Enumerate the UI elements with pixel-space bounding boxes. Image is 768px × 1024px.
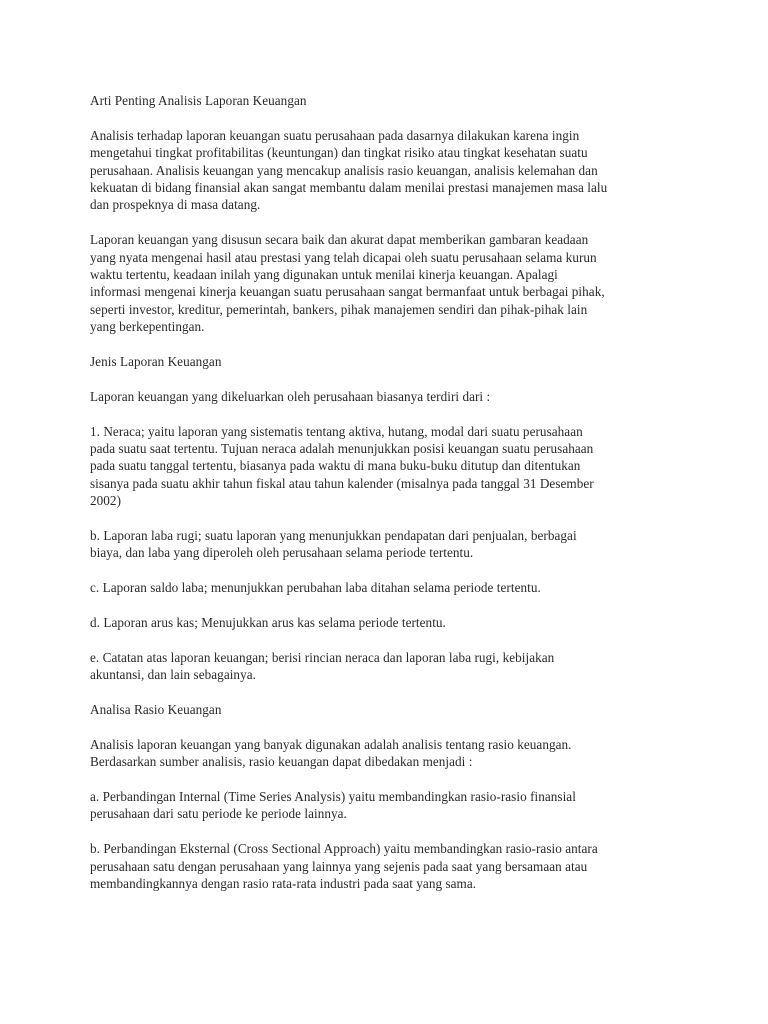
text-line: akuntansi, dan lain sebagainya. xyxy=(90,667,256,683)
list-item-saldo-laba xyxy=(90,579,690,596)
text-line: e. Catatan atas laporan keuangan; berisi rincian neraca dan laporan laba rugi, kebijakan xyxy=(90,649,555,665)
paragraph xyxy=(90,388,690,405)
paragraph xyxy=(90,231,690,335)
list-item-laba-rugi xyxy=(90,527,690,562)
list-item-neraca xyxy=(90,423,690,510)
text-line: membandingkannya dengan rasio rata-rata industri pada saat yang sama. xyxy=(90,876,477,892)
text-line: pada suatu saat tertentu. Tujuan neraca adalah menunjukkan posisi keuangan suatu perusahaan xyxy=(90,441,594,457)
list-item-arus-kas xyxy=(90,614,690,631)
text-line: a. Perbandingan Internal (Time Series Analysis) yaitu membandingkan rasio-rasio finansial xyxy=(90,789,576,805)
text-line: Laporan keuangan yang disusun secara baik dan akurat dapat memberikan gambaran keadaan xyxy=(90,232,589,248)
list-item-catatan xyxy=(90,649,690,684)
text-line: Analisis terhadap laporan keuangan suatu perusahaan pada dasarnya dilakukan karena ingin xyxy=(90,127,580,143)
text-line: 1. Neraca; yaitu laporan yang sistematis tentang aktiva, hutang, modal dari suatu perusahaan xyxy=(90,423,583,439)
section-heading-jenis-laporan: Jenis Laporan Keuangan xyxy=(90,354,222,370)
text-line: perusahaan satu dengan perusahaan yang lainnya yang sejenis pada saat yang bersamaan atau xyxy=(90,858,588,874)
text-line: Laporan keuangan yang dikeluarkan oleh perusahaan biasanya terdiri dari : xyxy=(90,388,491,404)
paragraph xyxy=(90,127,690,214)
text-line: sisanya pada suatu akhir tahun fiskal atau tahun kalender (misalnya pada tanggal 31 Desember xyxy=(90,475,594,491)
text-line: perusahaan dari satu periode ke periode lainnya. xyxy=(90,806,347,822)
text-line: perusahaan. Analisis keuangan yang mencakup analisis rasio keuangan, analisis kelemahan dan xyxy=(90,162,598,178)
text-line: waktu tertentu, keadaan inilah yang digunakan untuk menilai kinerja keuangan. Apalagi xyxy=(90,267,558,283)
text-line: b. Laporan laba rugi; suatu laporan yang menunjukkan pendapatan dari penjualan, berbagai xyxy=(90,528,577,544)
text-line: c. Laporan saldo laba; menunjukkan perubahan laba ditahan selama periode tertentu. xyxy=(90,580,541,596)
section-heading-analisa-rasio: Analisa Rasio Keuangan xyxy=(90,702,222,718)
text-line: Analisis laporan keuangan yang banyak digunakan adalah analisis tentang rasio keuangan. xyxy=(90,736,572,752)
text-line: biaya, dan laba yang diperoleh oleh perusahaan selama periode tertentu. xyxy=(90,545,474,561)
text-line: yang nyata mengenai hasil atau prestasi yang telah dicapai oleh suatu perusahaan selama kurun xyxy=(90,249,597,265)
text-line: Berdasarkan sumber analisis, rasio keuangan dapat dibedakan menjadi : xyxy=(90,754,473,770)
text-line: pada suatu tanggal tertentu, biasanya pada waktu di mana buku-buku ditutup dan ditentukan xyxy=(90,458,581,474)
text-line: seperti investor, kreditur, pemerintah, bankers, pihak manajemen sendiri dan pihak-pihak lain xyxy=(90,301,588,317)
text-line: d. Laporan arus kas; Menujukkan arus kas selama periode tertentu. xyxy=(90,615,446,631)
text-line: mengetahui tingkat profitabilitas (keuntungan) dan tingkat risiko atau tingkat kesehatan suatu xyxy=(90,145,588,161)
document-page xyxy=(90,92,690,910)
text-line: 2002) xyxy=(90,493,122,509)
text-line: informasi mengenai kinerja keuangan suatu perusahaan sangat bermanfaat untuk berbagai pihak, xyxy=(90,284,605,300)
list-item-eksternal xyxy=(90,840,690,892)
text-line: b. Perbandingan Eksternal (Cross Sectional Approach) yaitu membandingkan rasio-rasio antara xyxy=(90,841,598,857)
text-line: yang berkepentingan. xyxy=(90,319,205,335)
text-line: kekuatan di bidang finansial akan sangat membantu dalam menilai prestasi manajemen masa lalu xyxy=(90,180,608,196)
text-line: dan prospeknya di masa datang. xyxy=(90,197,261,213)
section-heading-arti-penting: Arti Penting Analisis Laporan Keuangan xyxy=(90,93,307,108)
paragraph xyxy=(90,736,690,771)
list-item-internal xyxy=(90,788,690,823)
